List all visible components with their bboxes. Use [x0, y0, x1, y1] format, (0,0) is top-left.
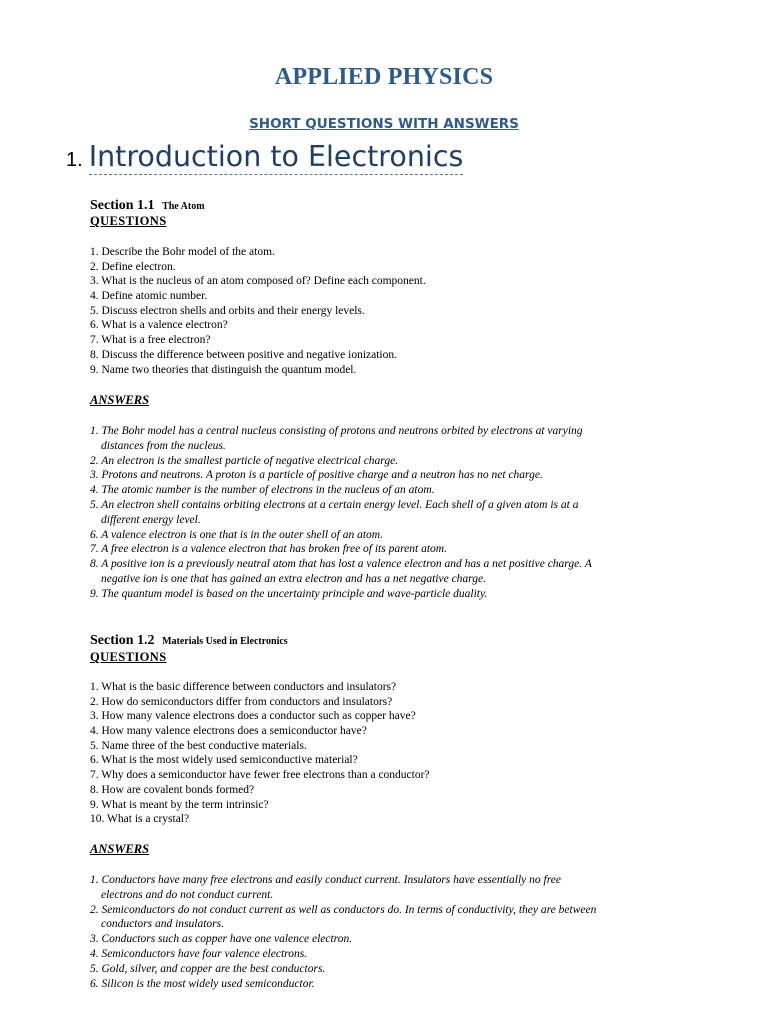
section-heading-1-2	[90, 633, 288, 649]
question-item: 8. Discuss the difference between positive and negative ionization.	[90, 348, 397, 361]
chapter-heading	[66, 140, 463, 173]
section-heading-1-1	[90, 198, 205, 214]
question-item: 8. How are covalent bonds formed?	[90, 783, 255, 796]
question-item: 4. Define atomic number.	[90, 290, 208, 303]
answer-item: 6. Silicon is the most widely used semiconductor.	[90, 977, 315, 990]
document-subtitle: SHORT QUESTIONS WITH ANSWERS	[249, 116, 519, 132]
questions-heading-1-1: QUESTIONS	[90, 214, 167, 228]
answer-item: 3. Protons and neutrons. A proton is a particle of positive charge and a neutron has no net charge.	[90, 469, 543, 482]
answers-list-1-1	[90, 424, 600, 602]
document-title: APPLIED PHYSICS	[274, 64, 494, 90]
answers-list-1-2	[90, 873, 600, 991]
answer-item: 1. The Bohr model has a central nucleus consisting of protons and neutrons orbited by electrons at varying distances from the nucleus.	[90, 425, 583, 452]
answer-item: 1. Conductors have many free electrons and easily conduct current. Insulators have essentially no free electrons and do not conduct current.	[90, 874, 561, 901]
answer-item: 7. A free electron is a valence electron that has broken free of its parent atom.	[90, 543, 447, 556]
question-item: 2. Define electron.	[90, 260, 176, 273]
answer-item: 8. A positive ion is a previously neutral atom that has lost a valence electron and has a net positive charge. A negative ion is one that has gained an extra electron and has a net negative charge.	[90, 558, 592, 585]
section-number: Section 1.1	[90, 198, 155, 213]
question-item: 9. Name two theories that distinguish the quantum model.	[90, 363, 357, 376]
answer-item: 9. The quantum model is based on the uncertainty principle and wave-particle duality.	[90, 587, 488, 600]
question-item: 1. Describe the Bohr model of the atom.	[90, 246, 275, 258]
question-item: 1. What is the basic difference between conductors and insulators?	[90, 681, 397, 693]
question-item: 6. What is a valence electron?	[90, 319, 228, 332]
question-item: 9. What is meant by the term intrinsic?	[90, 798, 269, 811]
answer-item: 2. Semiconductors do not conduct current as well as conductors do. In terms of conductivity, they are between conductors and insulators.	[90, 903, 597, 931]
answers-heading-1-2: ANSWERS	[90, 842, 150, 856]
chapter-number: 1.	[66, 149, 83, 171]
answer-item: 5. Gold, silver, and copper are the best conductors.	[90, 962, 326, 975]
questions-list-1-2	[90, 680, 430, 827]
question-item: 4. How many valence electrons does a semiconductor have?	[90, 725, 367, 738]
question-item: 10. What is a crystal?	[90, 813, 190, 826]
question-item: 5. Discuss electron shells and orbits and their energy levels.	[90, 304, 365, 317]
answer-item: 2. An electron is the smallest particle of negative electrical charge.	[90, 454, 399, 467]
question-item: 6. What is the most widely used semiconductive material?	[90, 754, 358, 767]
question-item: 2. How do semiconductors differ from conductors and insulators?	[90, 695, 393, 708]
question-item: 7. Why does a semiconductor have fewer free electrons than a conductor?	[90, 769, 430, 782]
questions-heading-1-2: QUESTIONS	[90, 650, 167, 664]
section-title: The Atom	[162, 201, 205, 212]
question-item: 7. What is a free electron?	[90, 334, 211, 347]
answer-item: 6. A valence electron is one that is in the outer shell of an atom.	[90, 528, 383, 541]
answer-item: 4. Semiconductors have four valence electrons.	[90, 947, 308, 960]
section-title: Materials Used in Electronics	[162, 636, 288, 647]
answers-heading-1-1: ANSWERS	[90, 393, 150, 407]
questions-list-1-1	[90, 245, 426, 377]
question-item: 5. Name three of the best conductive materials.	[90, 739, 307, 752]
question-item: 3. What is the nucleus of an atom composed of? Define each component.	[90, 275, 426, 288]
section-number: Section 1.2	[90, 633, 155, 648]
answer-item: 4. The atomic number is the number of electrons in the nucleus of an atom.	[90, 484, 435, 497]
chapter-title: Introduction to Electronics	[88, 140, 464, 173]
answer-item: 3. Conductors such as copper have one valence electron.	[90, 933, 353, 946]
question-item: 3. How many valence electrons does a conductor such as copper have?	[90, 710, 416, 723]
answer-item: 5. An electron shell contains orbiting electrons at a certain energy level. Each shell of a given atom is at a different energy level.	[90, 498, 579, 526]
